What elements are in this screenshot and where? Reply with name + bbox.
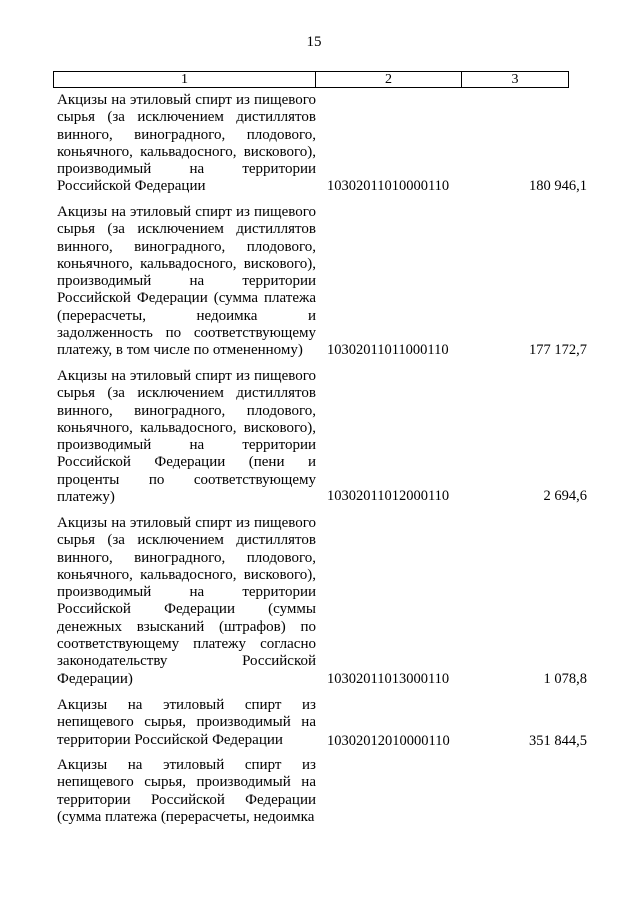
row-amount: 180 946,1 (529, 178, 587, 194)
row-description: Акцизы на этиловый спирт из пищевого сырья (за исключением дистиллятов винного, виноградного, плодового, коньячного, кальвадосного, вискового), производимый на территории Российской Федерации (пени и проценты по соответствующему платежу) (57, 368, 316, 506)
page-number: 15 (306, 34, 322, 50)
row-description: Акцизы на этиловый спирт из пищевого сырья (за исключением дистиллятов винного, виноградного, плодового, коньячного, кальвадосного, вискового), производимый на территории Российской Федерации (суммы денежных взысканий (штрафов) по соответствующему платежу согласно законодательству Российской Федерации) (57, 515, 316, 687)
row-code: 10302011011000110 (327, 342, 449, 358)
row-description: Акцизы на этиловый спирт из непищевого сырья, производимый на территории Российской Федерации (сумма платежа (перерасчеты, недоимка (57, 757, 316, 825)
row-code: 10302011013000110 (327, 671, 450, 687)
row-amount: 1 078,8 (543, 671, 587, 687)
row-code: 10302011010000110 (327, 178, 450, 194)
row-code: 10302012010000110 (327, 733, 450, 749)
column-header-2: 2 (316, 72, 462, 87)
row-code: 10302011012000110 (327, 488, 450, 504)
row-description: Акцизы на этиловый спирт из пищевого сырья (за исключением дистиллятов винного, виноградного, плодового, коньячного, кальвадосного, вискового), производимый на территории Российской Федерации (57, 92, 316, 195)
table-header (53, 71, 569, 88)
row-amount: 2 694,6 (543, 488, 587, 504)
column-header-1: 1 (54, 72, 316, 87)
row-amount: 351 844,5 (529, 733, 587, 749)
column-header-3: 3 (511, 72, 519, 87)
row-amount: 177 172,7 (529, 342, 587, 358)
row-description: Акцизы на этиловый спирт из пищевого сырья (за исключением дистиллятов винного, виноградного, плодового, коньячного, кальвадосного, вискового), производимый на территории Российской Федерации (сумма платежа (перерасчеты, недоимка и задолженность по соответствующему платежу, в том числе по отмененному) (57, 204, 316, 359)
row-description: Акцизы на этиловый спирт из непищевого сырья, производимый на территории Российской Федерации (57, 697, 316, 748)
